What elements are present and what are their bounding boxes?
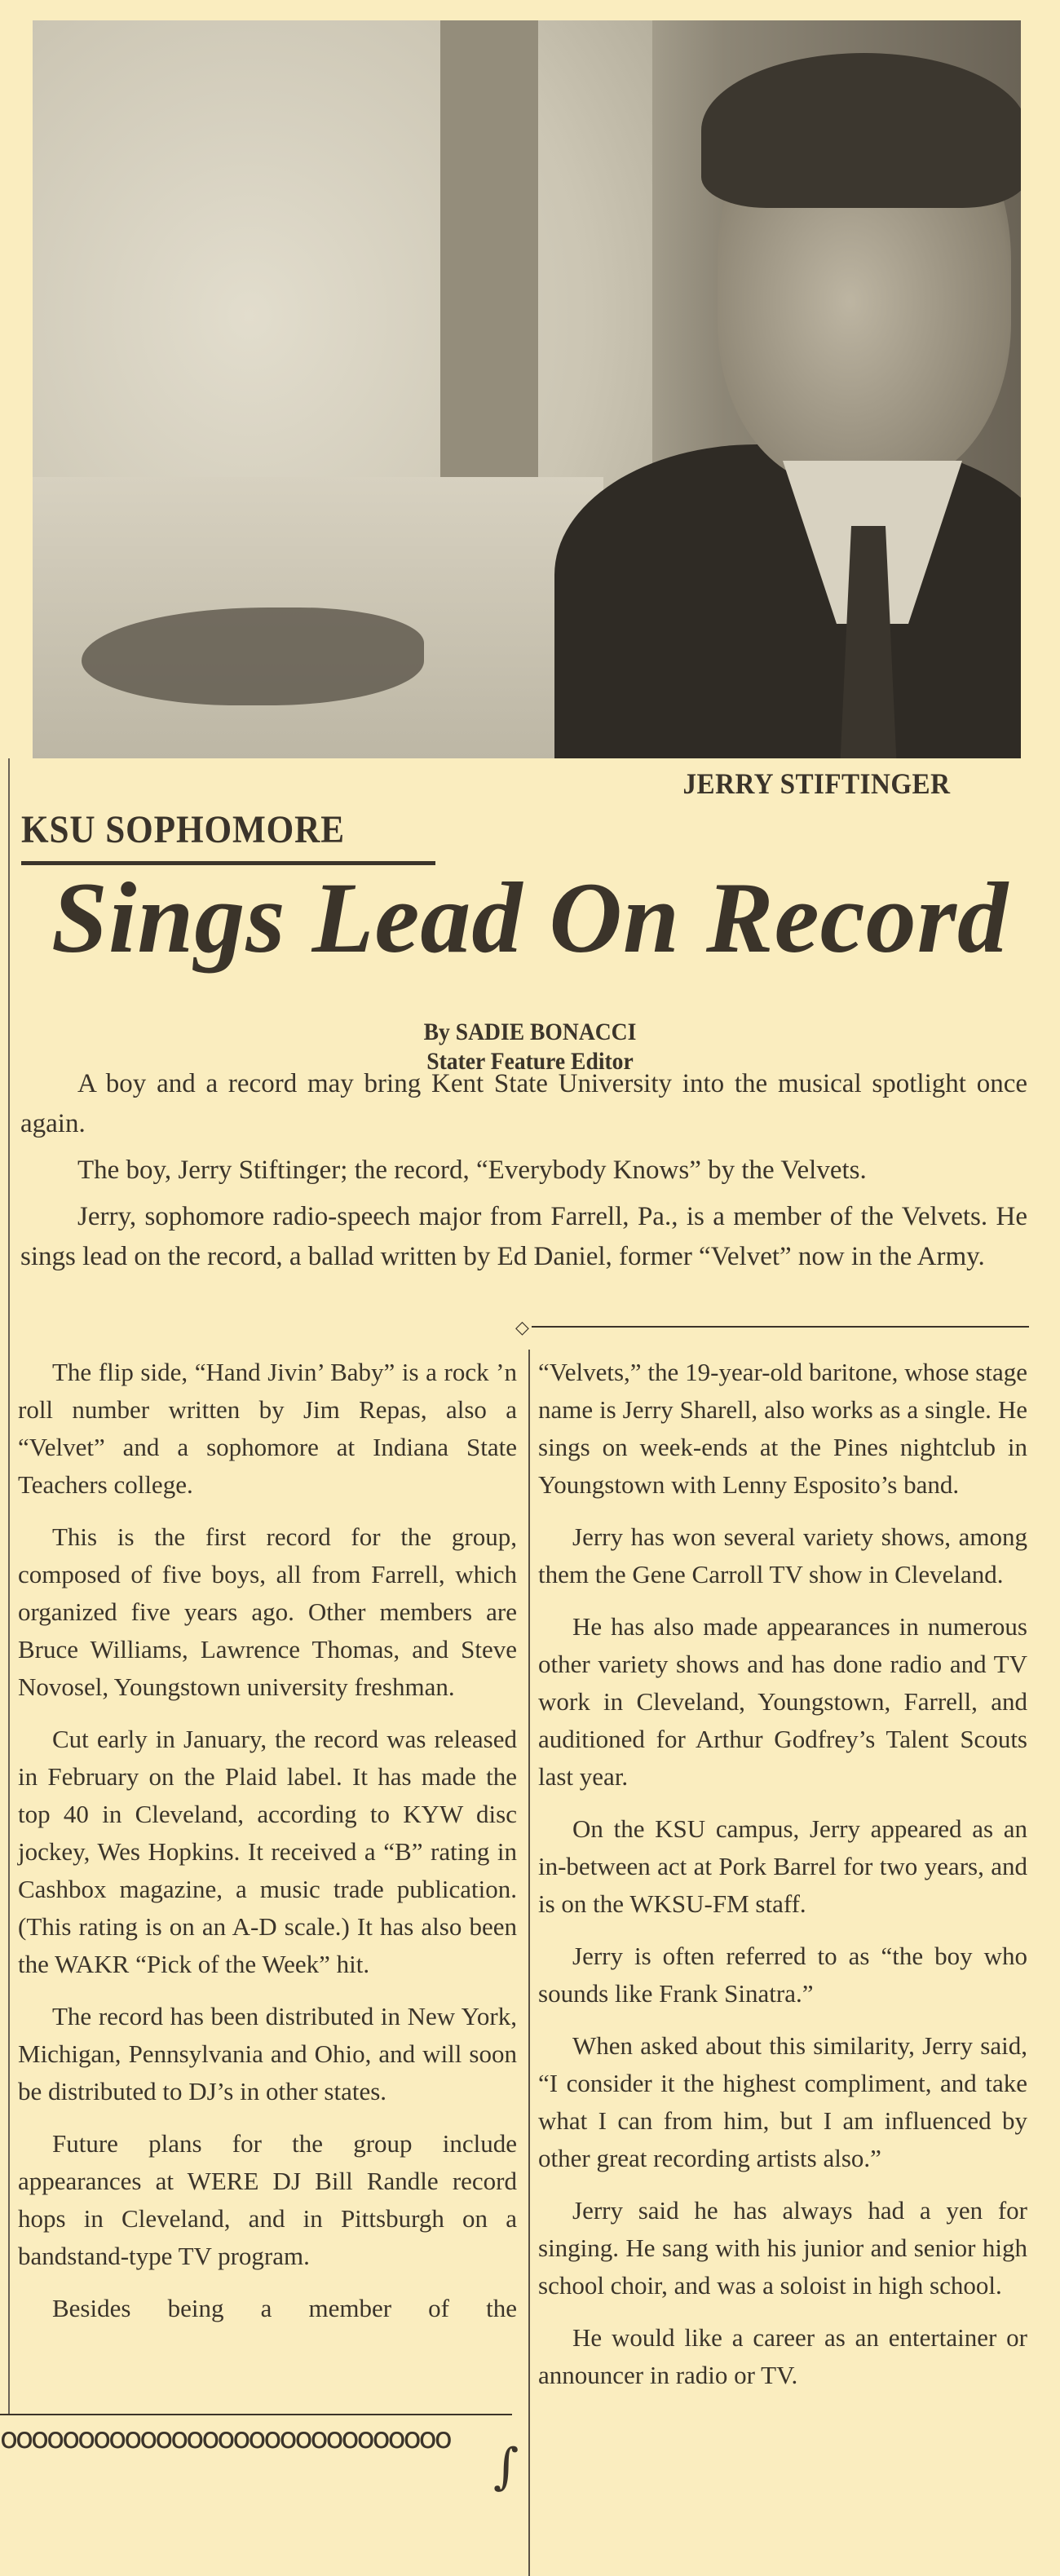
paragraph: “Velvets,” the 19-year-old baritone, whose stage name is Jerry Sharell, also works as a single. He sings on week-ends at the Pines nightclub in Youngstown with Lenny Esposito’s band. xyxy=(538,1358,1027,1499)
paragraph: The record has been distributed in New York, Michigan, Pennsylvania and Ohio, and will soon be distributed to DJ’s in other states. xyxy=(18,2002,517,2105)
headline: Sings Lead On Record xyxy=(51,862,1009,974)
column-divider xyxy=(528,1350,530,2576)
paragraph: He would like a career as an entertainer or announcer in radio or TV. xyxy=(538,2323,1027,2389)
paragraph: Cut early in January, the record was released in February on the Plaid label. It has made the top 40 in Cleveland, according to KYW disc jockey, Wes Hopkins. It received a “B” rating in Cashbox magazine, a music trade publication. (This rating is on an A-D scale.) It has also been the WAKR “Pick of the Week” hit. xyxy=(18,1725,517,1978)
photo-caption: JERRY STIFTINGER xyxy=(682,767,950,800)
paragraph: The boy, Jerry Stiftinger; the record, “Everybody Knows” by the Velvets. xyxy=(77,1155,867,1185)
left-column xyxy=(18,1354,517,2342)
byline-title: Stater Feature Editor xyxy=(426,1048,634,1075)
right-column xyxy=(538,1354,1027,2409)
paragraph: This is the first record for the group, composed of five boys, all from Farrell, which organized five years ago. Other members are Bruce Williams, Lawrence Thomas, and Steve Novosel, Youngstown university freshman. xyxy=(18,1522,517,1701)
bottom-rule xyxy=(0,2414,512,2415)
paragraph: Jerry has won several variety shows, among them the Gene Carroll TV show in Cleveland. xyxy=(538,1522,1027,1588)
kicker-headline: KSU SOPHOMORE xyxy=(21,808,345,851)
diamond-ornament: ◇ xyxy=(515,1317,529,1337)
curl-ornament: ∫ xyxy=(493,2438,519,2495)
paragraph: Jerry said he has always had a yen for singing. He sang with his junior and senior high school choir, and was a soloist in high school. xyxy=(538,2196,1027,2300)
section-rule xyxy=(532,1326,1029,1328)
portrait-photo xyxy=(33,20,1021,758)
left-border-rule xyxy=(8,758,10,2415)
wavy-border-ornament: ᴏᴏᴏᴏᴏᴏᴏᴏᴏᴏᴏᴏᴏᴏᴏᴏᴏᴏᴏᴏᴏᴏᴏᴏᴏᴏᴏᴏᴏ xyxy=(0,2422,450,2455)
paragraph: Jerry is often referred to as “the boy who sounds like Frank Sinatra.” xyxy=(538,1942,1027,2008)
paragraph: Jerry, sophomore radio-speech major from Farrell, Pa., is a member of the Velvets. He sings lead on the record, a ballad written by Ed Daniel, former “Velvet” now in the Army. xyxy=(20,1202,1027,1271)
paragraph: Besides being a member of the xyxy=(52,2294,517,2322)
article-intro xyxy=(20,1064,1027,1284)
paragraph: When asked about this similarity, Jerry said, “I consider it the highest compliment, and take what I can from him, but I am influenced by other great recording artists also.” xyxy=(538,2031,1027,2172)
paragraph: A boy and a record may bring Kent State University into the musical spotlight once again. xyxy=(20,1069,1027,1138)
paragraph: He has also made appearances in numerous other variety shows and has done radio and TV work in Cleveland, Youngstown, Farrell, and auditioned for Arthur Godfrey’s Talent Scouts last year. xyxy=(538,1612,1027,1791)
paragraph: On the KSU campus, Jerry appeared as an in-between act at Pork Barrel for two years, and is on the WKSU-FM staff. xyxy=(538,1814,1027,1918)
byline-author: By SADIE BONACCI xyxy=(423,1018,637,1045)
paragraph: The flip side, “Hand Jivin’ Baby” is a rock ’n roll number written by Jim Repas, also a “Velvet” and a sophomore at Indiana State Teachers college. xyxy=(18,1358,517,1499)
paragraph: Future plans for the group include appearances at WERE DJ Bill Randle record hops in Cleveland, and in Pittsburgh on a bandstand-type TV program. xyxy=(18,2129,517,2270)
